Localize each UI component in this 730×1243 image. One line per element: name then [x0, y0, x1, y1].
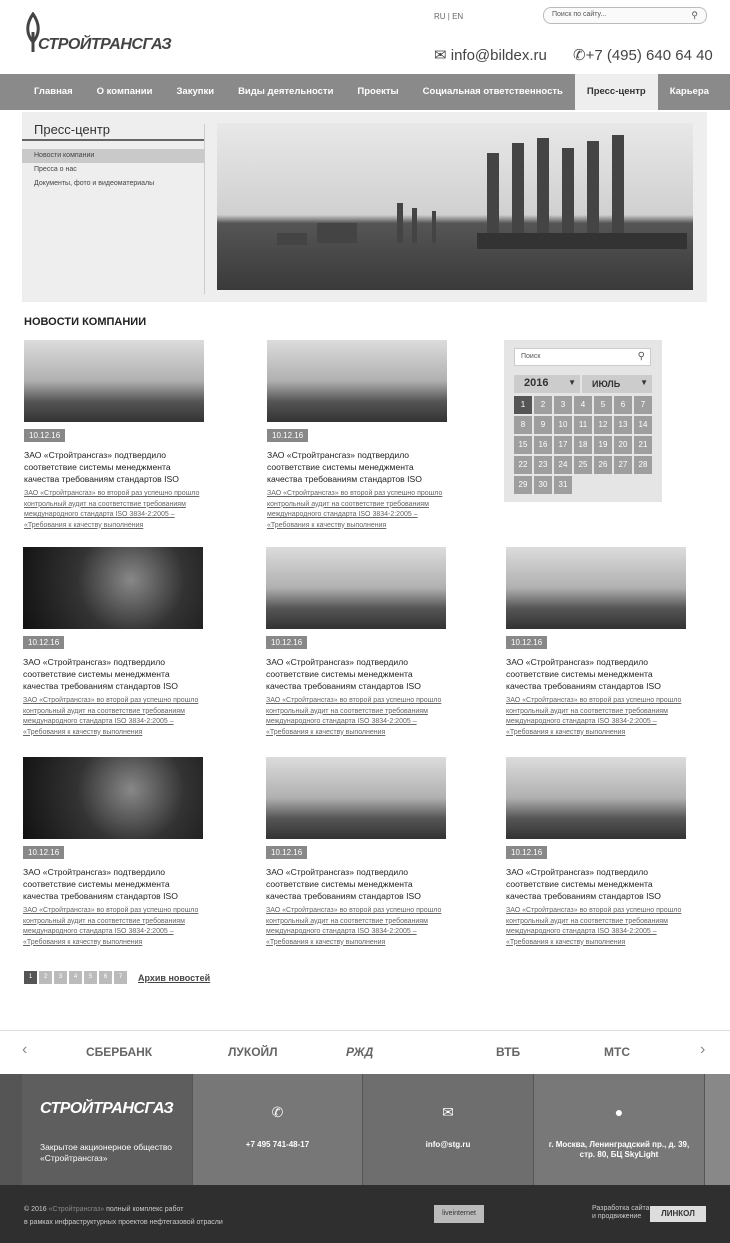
- calendar-day[interactable]: 12: [594, 416, 612, 434]
- news-date: 10.12.16: [266, 636, 307, 649]
- news-image[interactable]: [24, 340, 204, 422]
- footer-company-name: Закрытое акционерное общество «Стройтрансгаз»: [40, 1142, 172, 1163]
- press-menu-press[interactable]: Пресса о нас: [34, 166, 77, 173]
- news-desc[interactable]: ЗАО «Стройтрансгаз» во второй раз успешно прошло контрольный аудит на соответствие требованиям международного стандарта ISO 3834-2:2005 – «Требования к качеству выполнения: [506, 907, 682, 946]
- main-nav: [0, 74, 730, 110]
- calendar-day[interactable]: 9: [534, 416, 552, 434]
- year-value: 2016: [524, 377, 549, 389]
- language-switch[interactable]: RU | EN: [434, 12, 464, 21]
- chevron-down-icon: ▼: [568, 378, 576, 387]
- press-menu-news[interactable]: Новости компании: [22, 149, 204, 163]
- hero-image: [217, 123, 693, 290]
- footer-bottom: [0, 1185, 730, 1243]
- news-card[interactable]: [506, 547, 688, 738]
- calendar-day[interactable]: 14: [634, 416, 652, 434]
- news-title[interactable]: ЗАО «Стройтрансгаз» подтвердило соответствие системы менеджмента качества требованиям стандартов ISO: [506, 867, 661, 901]
- calendar-day[interactable]: 2: [534, 396, 552, 414]
- chevron-right-icon[interactable]: ›: [700, 1041, 706, 1058]
- news-card[interactable]: [267, 340, 449, 531]
- copy-year: © 2016: [24, 1206, 47, 1213]
- nav-projects[interactable]: Проекты: [357, 86, 399, 97]
- news-desc[interactable]: ЗАО «Стройтрансгаз» во второй раз успешно прошло контрольный аудит на соответствие требованиям международного стандарта ISO 3834-2:2005 – «Требования к качеству выполнения: [24, 490, 200, 529]
- search-placeholder: Поиск по сайту...: [552, 11, 607, 18]
- mail-icon: ✉: [442, 1104, 454, 1120]
- calendar-day[interactable]: 5: [594, 396, 612, 414]
- news-title[interactable]: ЗАО «Стройтрансгаз» подтвердило соответствие системы менеджмента качества требованиям стандартов ISO: [23, 657, 178, 691]
- footer-phone-text[interactable]: +7 495 741-48-17: [245, 1140, 310, 1149]
- calendar-day[interactable]: 3: [554, 396, 572, 414]
- developer-logo[interactable]: ЛИНКОЛ: [650, 1206, 706, 1222]
- page-link[interactable]: 2: [39, 971, 52, 984]
- footer-logo[interactable]: СТРОЙТРАНСГАЗ: [40, 1100, 174, 1117]
- page-link[interactable]: 5: [84, 971, 97, 984]
- calendar-day[interactable]: 7: [634, 396, 652, 414]
- calendar-day[interactable]: 11: [574, 416, 592, 434]
- nav-social[interactable]: Социальная ответственность: [422, 86, 563, 97]
- calendar-day[interactable]: 26: [594, 456, 612, 474]
- calendar-day[interactable]: 22: [514, 456, 532, 474]
- calendar-widget: [504, 340, 662, 502]
- phone-icon: ✆: [271, 1104, 284, 1120]
- copy-text-2: в рамках инфраструктурных проектов нефтегазовой отрасли: [24, 1219, 223, 1226]
- press-separator: [204, 124, 205, 294]
- news-image[interactable]: [266, 547, 446, 629]
- partner-logo[interactable]: МТС: [604, 1045, 630, 1059]
- calendar-day[interactable]: 10: [554, 416, 572, 434]
- calendar-day[interactable]: 21: [634, 436, 652, 454]
- year-select[interactable]: [514, 375, 580, 393]
- calendar-day[interactable]: 13: [614, 416, 632, 434]
- footer-company: [22, 1074, 192, 1185]
- news-card[interactable]: [266, 547, 448, 738]
- month-value: ИЮЛЬ: [592, 379, 621, 389]
- archive-link[interactable]: Архив новостей: [138, 972, 211, 983]
- calendar-day[interactable]: 20: [614, 436, 632, 454]
- footer-email: [363, 1074, 533, 1185]
- news-date: 10.12.16: [266, 846, 307, 859]
- phone-icon: ✆: [573, 47, 586, 64]
- header-email[interactable]: [434, 46, 547, 64]
- chevron-left-icon[interactable]: ‹: [22, 1041, 28, 1058]
- press-title: Пресс-центр: [34, 122, 111, 137]
- news-image[interactable]: [506, 547, 686, 629]
- calendar-day[interactable]: 23: [534, 456, 552, 474]
- drilling-rigs-illustration: [217, 123, 693, 290]
- partner-logo[interactable]: ЛУКОЙЛ: [228, 1045, 278, 1059]
- news-card[interactable]: [266, 757, 448, 948]
- phone-text: +7 (495) 640 64 40: [585, 47, 713, 64]
- partner-logo[interactable]: ВТБ: [496, 1045, 521, 1059]
- news-date: 10.12.16: [267, 429, 308, 442]
- header-phone[interactable]: [573, 46, 713, 64]
- news-heading: НОВОСТИ КОМПАНИИ: [24, 316, 147, 328]
- news-title[interactable]: ЗАО «Стройтрансгаз» подтвердило соответствие системы менеджмента качества требованиям стандартов ISO: [24, 450, 179, 484]
- news-image[interactable]: [23, 757, 203, 839]
- news-title[interactable]: ЗАО «Стройтрансгаз» подтвердило соответствие системы менеджмента качества требованиям стандартов ISO: [23, 867, 178, 901]
- news-title[interactable]: ЗАО «Стройтрансгаз» подтвердило соответствие системы менеджмента качества требованиям стандартов ISO: [266, 867, 421, 901]
- news-title[interactable]: ЗАО «Стройтрансгаз» подтвердило соответствие системы менеджмента качества требованиям стандартов ISO: [266, 657, 421, 691]
- calendar-day[interactable]: 27: [614, 456, 632, 474]
- nav-press[interactable]: Пресс-центр: [575, 74, 658, 110]
- press-divider: [22, 139, 204, 141]
- footer-email-text[interactable]: info@stg.ru: [425, 1140, 471, 1149]
- news-date: 10.12.16: [506, 636, 547, 649]
- news-card[interactable]: [23, 547, 205, 738]
- news-date: 10.12.16: [23, 846, 64, 859]
- news-image[interactable]: [506, 757, 686, 839]
- news-title[interactable]: ЗАО «Стройтрансгаз» подтвердило соответствие системы менеджмента качества требованиям стандартов ISO: [506, 657, 661, 691]
- logo[interactable]: [22, 12, 172, 58]
- news-date: 10.12.16: [24, 429, 65, 442]
- calendar-search-placeholder: Поиск: [521, 353, 541, 360]
- footer-edge: [705, 1074, 730, 1185]
- nav-career[interactable]: Карьера: [669, 86, 709, 97]
- news-desc[interactable]: ЗАО «Стройтрансгаз» во второй раз успешно прошло контрольный аудит на соответствие требованиям международного стандарта ISO 3834-2:2005 – «Требования к качеству выполнения: [506, 697, 682, 736]
- nav-activities[interactable]: Виды деятельности: [238, 86, 334, 97]
- news-desc[interactable]: ЗАО «Стройтрансгаз» во второй раз успешно прошло контрольный аудит на соответствие требованиям международного стандарта ISO 3834-2:2005 – «Требования к качеству выполнения: [266, 907, 442, 946]
- partners-carousel: [0, 1030, 730, 1074]
- nav-home[interactable]: Главная: [34, 86, 73, 97]
- mail-icon: ✉: [434, 47, 447, 64]
- page-link[interactable]: 4: [69, 971, 82, 984]
- dev-label-1: Разработка сайта: [592, 1205, 650, 1212]
- calendar-day[interactable]: 28: [634, 456, 652, 474]
- footer: [0, 1074, 730, 1185]
- logo-text: СТРОЙТРАНСГАЗ: [38, 36, 172, 53]
- calendar-day[interactable]: 16: [534, 436, 552, 454]
- calendar-day[interactable]: 25: [574, 456, 592, 474]
- map-pin-icon: ●: [614, 1104, 624, 1120]
- news-card[interactable]: [506, 757, 688, 948]
- news-title[interactable]: ЗАО «Стройтрансгаз» подтвердило соответствие системы менеджмента качества требованиям стандартов ISO: [267, 450, 422, 484]
- stats-counter[interactable]: liveinternet: [434, 1205, 484, 1223]
- page-link[interactable]: 1: [24, 971, 37, 984]
- page-link[interactable]: 7: [114, 971, 127, 984]
- search-icon[interactable]: ⚲: [637, 351, 645, 362]
- press-menu-docs[interactable]: Документы, фото и видеоматериалы: [34, 180, 155, 187]
- calendar-day[interactable]: 30: [534, 476, 552, 494]
- pagination: [24, 971, 210, 984]
- calendar-day[interactable]: 24: [554, 456, 572, 474]
- news-image[interactable]: [266, 757, 446, 839]
- news-date: 10.12.16: [23, 636, 64, 649]
- partner-logo[interactable]: СБЕРБАНК: [86, 1045, 153, 1059]
- calendar-day[interactable]: 1: [514, 396, 532, 414]
- news-card[interactable]: [23, 757, 205, 948]
- news-desc[interactable]: ЗАО «Стройтрансгаз» во второй раз успешно прошло контрольный аудит на соответствие требованиям международного стандарта ISO 3834-2:2005 – «Требования к качеству выполнения: [266, 697, 442, 736]
- copy-text: полный комплекс работ: [106, 1206, 184, 1213]
- calendar-day[interactable]: 6: [614, 396, 632, 414]
- search-icon[interactable]: ⚲: [691, 10, 698, 20]
- dev-label-2: и продвижение: [592, 1213, 642, 1220]
- nav-purchases[interactable]: Закупки: [176, 86, 215, 97]
- calendar-day[interactable]: 31: [554, 476, 572, 494]
- footer-address-text: г. Москва, Ленинградский пр., д. 39, стр. 80, БЦ SkyLight: [548, 1140, 690, 1159]
- press-center-block: [22, 112, 707, 302]
- press-menu: [22, 149, 204, 191]
- calendar-day[interactable]: 8: [514, 416, 532, 434]
- footer-phone: [193, 1074, 362, 1185]
- email-text: info@bildex.ru: [450, 47, 547, 64]
- partner-logo[interactable]: РЖД: [346, 1045, 374, 1059]
- calendar-day[interactable]: 15: [514, 436, 532, 454]
- news-desc[interactable]: ЗАО «Стройтрансгаз» во второй раз успешно прошло контрольный аудит на соответствие требованиям международного стандарта ISO 3834-2:2005 – «Требования к качеству выполнения: [23, 697, 199, 736]
- nav-about[interactable]: О компании: [96, 86, 153, 97]
- news-image[interactable]: [267, 340, 447, 422]
- site-search-input[interactable]: [543, 7, 707, 24]
- calendar-day[interactable]: 19: [594, 436, 612, 454]
- calendar-day[interactable]: 4: [574, 396, 592, 414]
- calendar-day[interactable]: 29: [514, 476, 532, 494]
- calendar-search-input[interactable]: [514, 348, 651, 366]
- developer-label: [592, 1205, 650, 1221]
- copy-brand[interactable]: «Стройтрансгаз»: [48, 1206, 105, 1213]
- news-date: 10.12.16: [506, 846, 547, 859]
- page-link[interactable]: 3: [54, 971, 67, 984]
- month-select[interactable]: [582, 375, 652, 393]
- copyright: [24, 1203, 223, 1229]
- chevron-down-icon: ▼: [640, 378, 648, 387]
- footer-address: [534, 1074, 704, 1185]
- news-card[interactable]: [24, 340, 206, 531]
- page-link[interactable]: 6: [99, 971, 112, 984]
- news-desc[interactable]: ЗАО «Стройтрансгаз» во второй раз успешно прошло контрольный аудит на соответствие требованиям международного стандарта ISO 3834-2:2005 – «Требования к качеству выполнения: [267, 490, 443, 529]
- calendar-day[interactable]: 18: [574, 436, 592, 454]
- calendar-day[interactable]: 17: [554, 436, 572, 454]
- news-image[interactable]: [23, 547, 203, 629]
- news-desc[interactable]: ЗАО «Стройтрансгаз» во второй раз успешно прошло контрольный аудит на соответствие требованиям международного стандарта ISO 3834-2:2005 – «Требования к качеству выполнения: [23, 907, 199, 946]
